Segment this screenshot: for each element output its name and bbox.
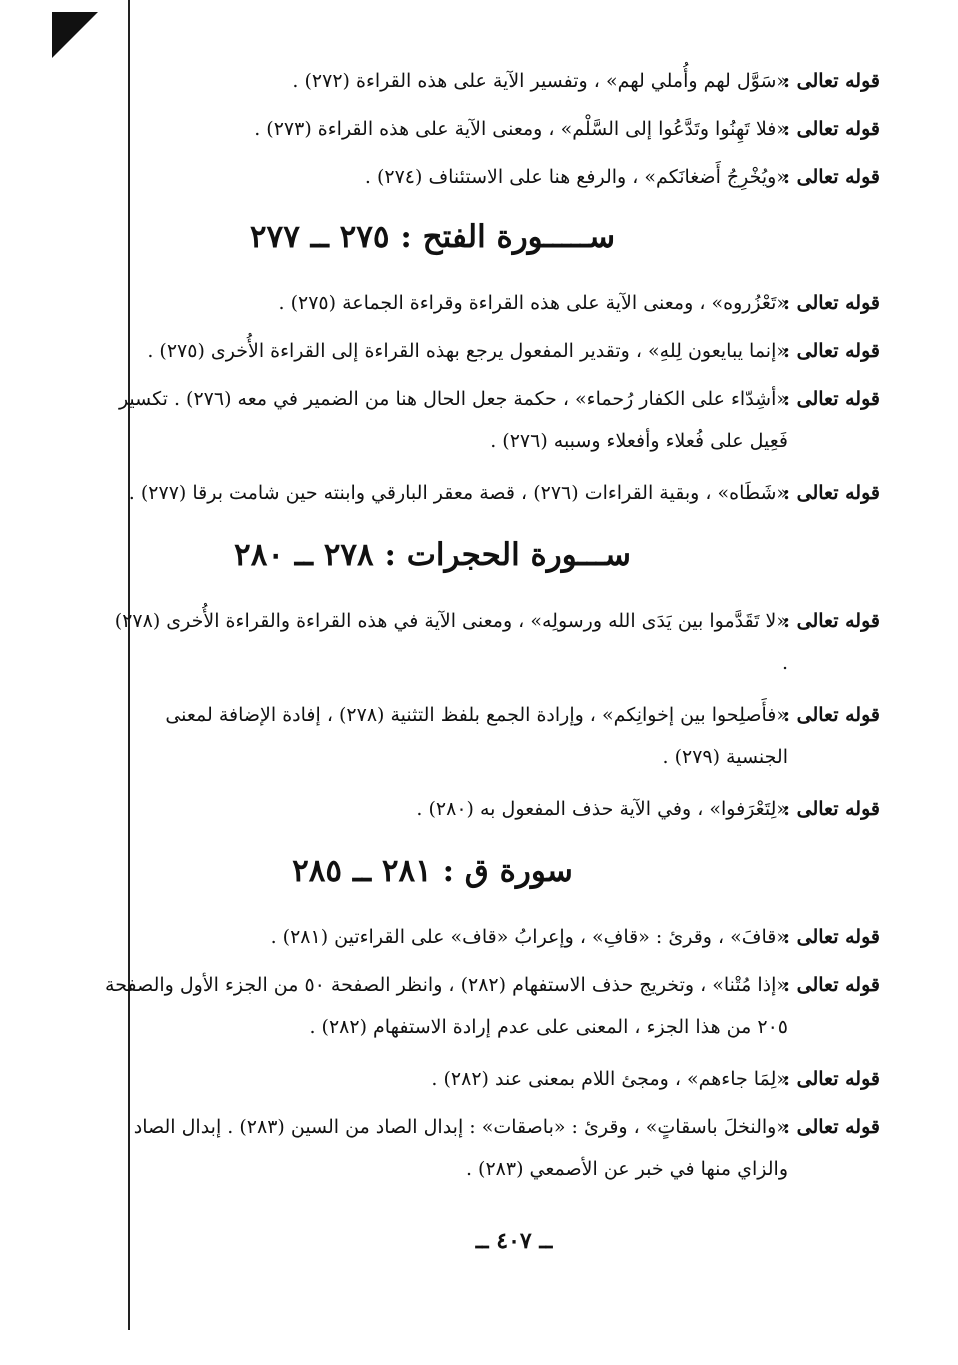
- entry-text: «إذا مُتْنا» ، وتخريج حذف الاستفهام (٢٨٢) ، وانظر الصفحة ٥٠ من الجزء الأول والصفحة ٢٠٥ من هذا الجزء ، المعنى على عدم إرادة الاستفهام (٢٨٢) .: [105, 974, 788, 1038]
- index-entry: [105, 282, 880, 324]
- entry-text: «لِمَا جاءهم» ، ومجئ اللام بمعنى عند (٢٨٢) .: [431, 1068, 788, 1090]
- index-entry: [105, 472, 880, 514]
- index-entry: [105, 60, 880, 102]
- entry-label: قوله تعالى :: [783, 70, 880, 92]
- entry-label: قوله تعالى :: [783, 292, 880, 314]
- entry-text: «إنما يبايعون لِلهِ» ، وتقدير المفعول يرجع بهذه القراءة إلى القراءة الأُخرى (٢٧٥) .: [147, 340, 788, 362]
- index-entry: [105, 156, 880, 198]
- entry-label: قوله تعالى :: [783, 482, 880, 504]
- index-entry: [105, 600, 880, 684]
- entry-text: «فأَصلِحوا بين إخوانِكم» ، وإرادة الجمع بلفظ التثنية (٢٧٨) ، إفادة الإضافة لمعنى الجنسية (٢٧٩) .: [165, 704, 788, 768]
- index-entry: [105, 330, 880, 372]
- section-heading-hujurat: ســـورة الحجرات : ٢٧٨ ــ ٢٨٠: [234, 537, 631, 573]
- entry-label: قوله تعالى :: [783, 166, 880, 188]
- entry-text: «سَوَّل لهم وأُملي لهم» ، وتفسير الآية على هذه القراءة (٢٧٢) .: [292, 70, 788, 92]
- index-entry: [105, 1106, 880, 1190]
- page-content: [105, 60, 880, 1340]
- page-number: ــ ٤٠٧ ــ: [475, 1228, 553, 1254]
- entry-label: قوله تعالى :: [783, 1068, 880, 1090]
- index-entry: [105, 1058, 880, 1100]
- entry-label: قوله تعالى :: [783, 1116, 880, 1138]
- entry-label: قوله تعالى :: [783, 704, 880, 726]
- entry-label: قوله تعالى :: [783, 974, 880, 996]
- entry-text: «أشِدّاء على الكفار رُحماء» ، حكمة جعل الحال هنا من الضمير في معه (٢٧٦) . تكسير فَعِيل على فُعلاء وأفعلاء وسببه (٢٧٦) .: [118, 388, 788, 452]
- entry-text: «ويُخْرِجُ أَضغانَكم» ، والرفع هنا على الاستئناف (٢٧٤) .: [364, 166, 788, 188]
- index-entry: [105, 108, 880, 150]
- corner-mark: [52, 12, 98, 58]
- entry-text: «لِتَعْرَفوا» ، وفي الآية حذف المفعول به (٢٨٠) .: [416, 798, 788, 820]
- entry-label: قوله تعالى :: [783, 798, 880, 820]
- entry-label: قوله تعالى :: [783, 926, 880, 948]
- index-entry: [105, 694, 880, 778]
- entry-text: «تَعْزُروه» ، ومعنى الآية على هذه القراءة وقراءة الجماعة (٢٧٥) .: [278, 292, 788, 314]
- entry-text: «شَطَاه» ، وبقية القراءات (٢٧٦) ، قصة معقر البارقي وابنته حين شامت برقا (٢٧٧) .: [128, 482, 788, 504]
- entry-label: قوله تعالى :: [783, 340, 880, 362]
- entry-text: «والنخلَ باسقاتٍ» ، وقرئ : «باصقات» : إبدال الصاد من السين (٢٨٣) . إبدال الصاد والزاي منها في خبر عن الأصمعي (٢٨٣) .: [133, 1116, 788, 1180]
- entry-text: «قافَ» ، وقرئ : «قافِ» ، وإعرابُ «قاف» على القراءتين (٢٨١) .: [270, 926, 788, 948]
- entry-text: «لا تَقَدَّموا بين يَدَى الله ورسولِه» ، ومعنى الآية في هذه القراءة والقراءة الأُخرى (٢٧٨) .: [114, 610, 788, 674]
- index-entry: [105, 788, 880, 830]
- entry-text: «فلا تَهِنُوا وتَدَّعُوا إلى السَّلْم» ، ومعنى الآية على هذه القراءة (٢٧٣) .: [254, 118, 788, 140]
- index-entry: [105, 964, 880, 1048]
- entry-label: قوله تعالى :: [783, 118, 880, 140]
- entry-label: قوله تعالى :: [783, 388, 880, 410]
- index-entry: [105, 916, 880, 958]
- section-heading-qaf: سورة ق : ٢٨١ ــ ٢٨٥: [292, 853, 573, 889]
- index-entry: [105, 378, 880, 462]
- section-heading-fath: ســـــورة الفتح : ٢٧٥ ــ ٢٧٧: [249, 219, 616, 255]
- entry-label: قوله تعالى :: [783, 610, 880, 632]
